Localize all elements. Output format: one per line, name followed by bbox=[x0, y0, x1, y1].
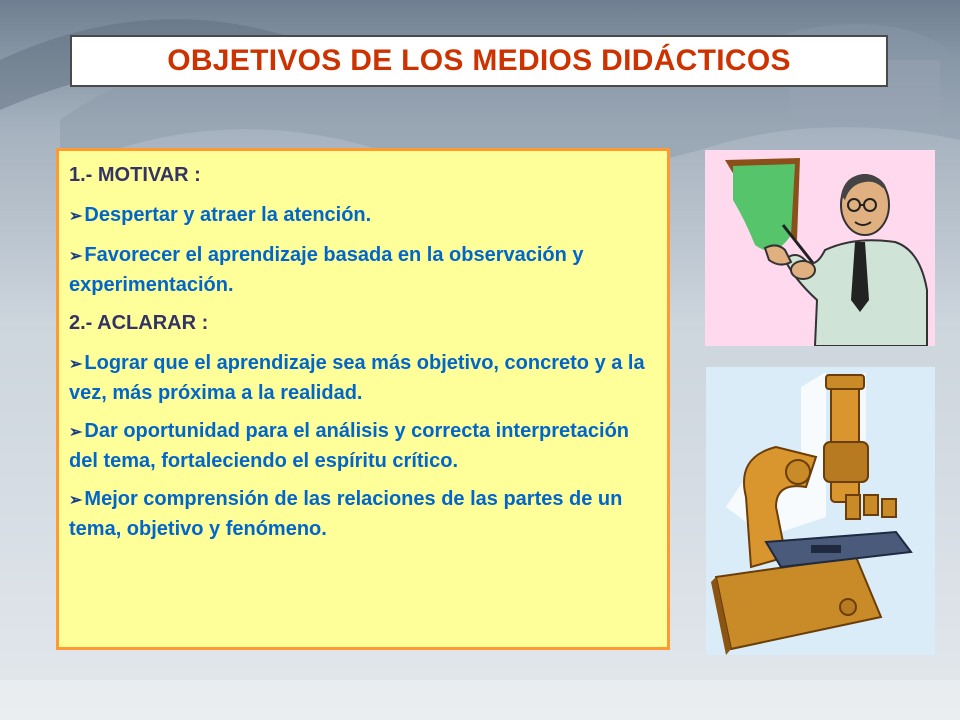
page-title: OBJETIVOS DE LOS MEDIOS DIDÁCTICOS bbox=[167, 44, 791, 77]
bullet-item bbox=[69, 417, 657, 475]
heading-text: 2.- ACLARAR : bbox=[69, 312, 209, 334]
content-box bbox=[56, 148, 670, 650]
bullet-text: Despertar y atraer la atención. bbox=[84, 204, 372, 226]
bullet-item bbox=[69, 485, 657, 543]
title-box bbox=[70, 35, 888, 87]
microscope-clipart bbox=[706, 367, 935, 655]
bullet-text: Dar oportunidad para el análisis y correcta interpretación del tema, fortaleciendo el espíritu crítico. bbox=[69, 420, 630, 472]
heading-aclarar bbox=[69, 309, 657, 337]
teacher-clipart bbox=[705, 150, 935, 346]
teacher-illustration bbox=[705, 150, 935, 346]
heading-text: 1.- MOTIVAR : bbox=[69, 164, 201, 186]
bullet-text: Lograr que el aprendizaje sea más objetivo, concreto y a la vez, más próxima a la realidad. bbox=[69, 352, 645, 404]
bullet-item bbox=[69, 241, 657, 299]
arrowhead-bullet-icon: ➢ bbox=[69, 248, 83, 265]
microscope-illustration bbox=[706, 367, 935, 655]
bullet-text: Mejor comprensión de las relaciones de las partes de un tema, objetivo y fenómeno. bbox=[69, 488, 623, 540]
arrowhead-bullet-icon: ➢ bbox=[69, 424, 83, 441]
bullet-text: Favorecer el aprendizaje basada en la observación y experimentación. bbox=[69, 244, 584, 296]
bullet-item bbox=[69, 201, 657, 231]
heading-motivar bbox=[69, 161, 657, 189]
arrowhead-bullet-icon: ➢ bbox=[69, 492, 83, 509]
arrowhead-bullet-icon: ➢ bbox=[69, 356, 83, 373]
bullet-item bbox=[69, 349, 657, 407]
arrowhead-bullet-icon: ➢ bbox=[69, 208, 83, 225]
